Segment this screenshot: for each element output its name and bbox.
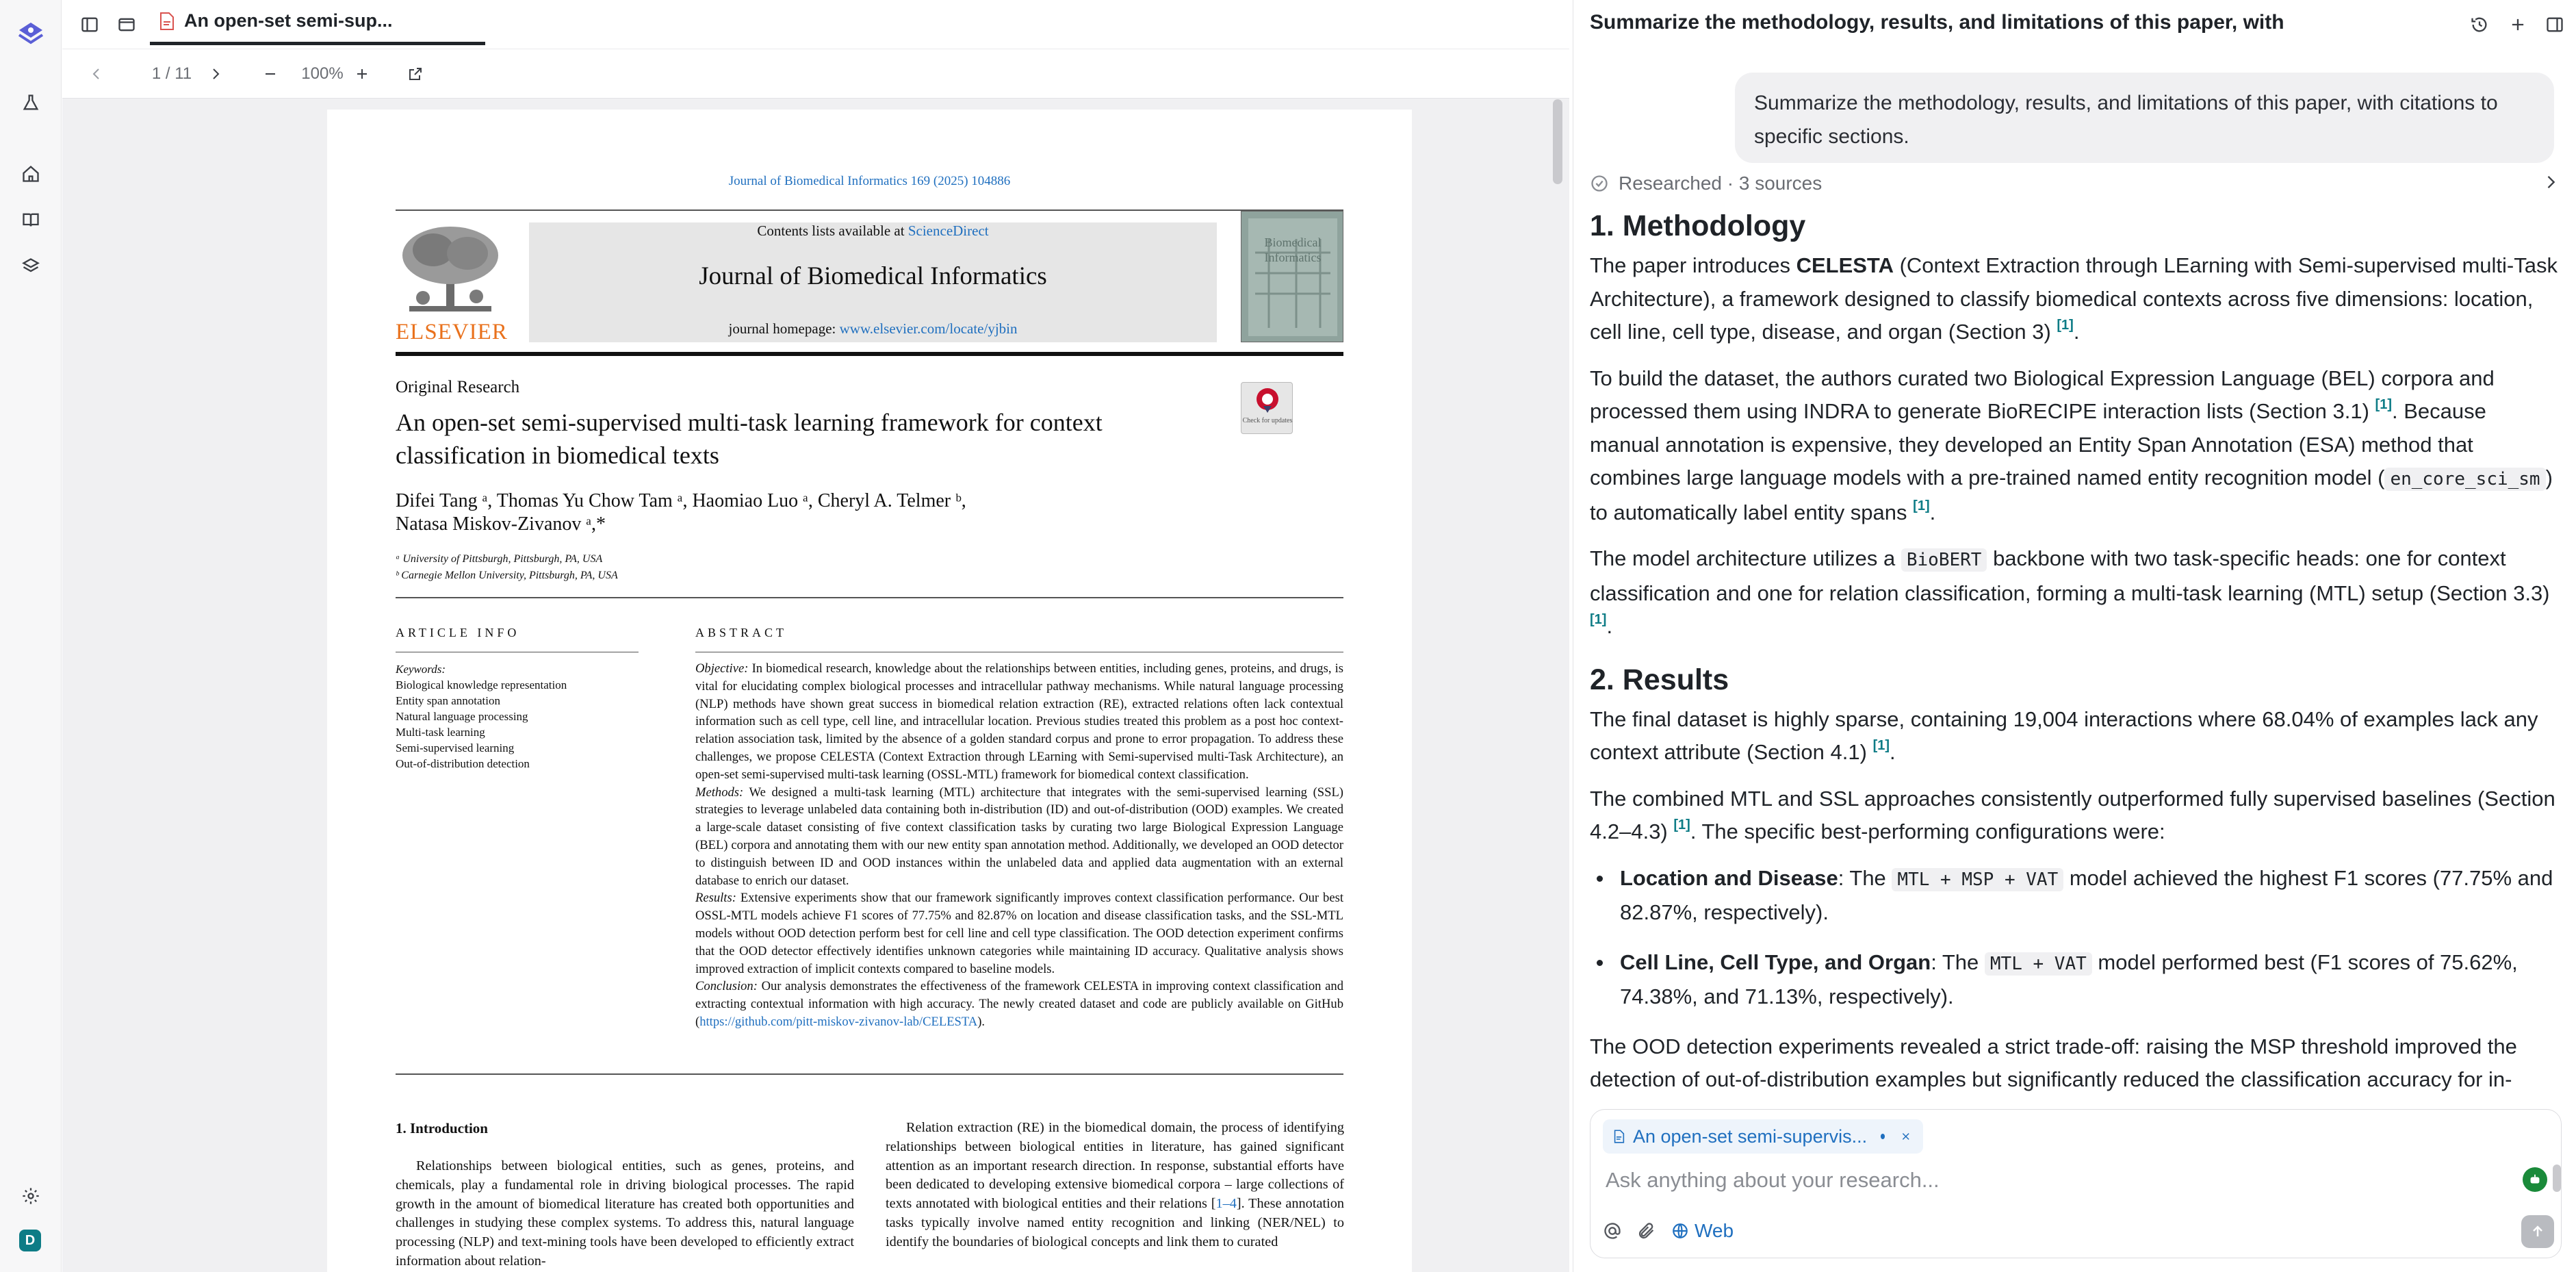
settings-gear-icon[interactable] [14,1180,47,1212]
pdf-page [327,110,1412,1272]
keyword-item: Natural language processing [396,710,528,723]
layers-icon[interactable] [14,250,47,283]
book-icon[interactable] [14,203,47,236]
pdf-file-icon [159,12,175,30]
left-rail [0,0,62,1272]
vertical-scrollbar[interactable] [1553,99,1562,184]
citation-link[interactable]: 1–4 [1215,1196,1237,1212]
chat-input[interactable] [1606,1163,2495,1197]
zoom-in-icon[interactable] [347,59,377,89]
researched-sources-row[interactable] [1590,171,1822,196]
check-updates-label: Check for updates [1242,417,1293,424]
citation-badge[interactable]: [1] [1872,738,1890,753]
journal-name: Journal of Biomedical Informatics [699,262,1047,290]
composer-scrollbar[interactable] [2553,1165,2561,1192]
homepage-link[interactable]: www.elsevier.com/locate/yjbin [839,320,1018,337]
list-item: Location and Disease: The MTL + MSP + VAT model achieved the highest F1 scores (77.75% and 82.87%, respectively). [1590,862,2562,930]
document-icon [1614,1128,1625,1145]
new-chat-icon[interactable] [2504,11,2532,38]
keywords-label: Keywords: [396,663,446,676]
next-page-icon[interactable] [201,59,231,89]
methodology-paragraph-2: To build the dataset, the authors curated two Biological Expression Language (BEL) corpora and processed them using INDRA to generate BioRECIPE interaction lists (Section 3.1) [1]. Because manual annotation is expensive, they developed an Entity Span Annotation (ESA) method that combines large language models with a pre-trained named entity recognition model ( en_core_sci_sm ) to automatically label entity spans [1]. [1590,366,2553,524]
chat-title: Summarize the methodology, results, and limitations of this paper, with [1590,11,2284,34]
results-paragraph-2: The combined MTL and SSL approaches consistently outperformed fully supervised baselines (Section 4.2–4.3) [1]. The specific best-performing configurations were: [1590,786,2555,843]
keyword-item: Entity span annotation [396,694,500,707]
keyword-item: Multi-task learning [396,726,485,739]
researched-label: Researched · 3 sources [1619,173,1822,194]
publisher-name: ELSEVIER [396,320,508,344]
introduction-heading: 1. Introduction [396,1120,488,1136]
keyword-item: Semi-supervised learning [396,741,515,754]
list-item: Cell Line, Cell Type, and Organ: The MTL + VAT model performed best (F1 scores of 75.62%, 74.38%, and 71.13%, respectively). [1590,946,2562,1014]
article-category: Original Research [396,378,520,396]
panel-toggle-icon[interactable] [2541,11,2568,38]
page-indicator[interactable]: 1 / 11 [151,64,192,83]
folder-icon[interactable] [112,10,142,40]
sciencedirect-link[interactable]: ScienceDirect [907,222,989,239]
check-for-updates-badge[interactable] [1241,382,1293,434]
citation-badge[interactable]: [1] [2375,397,2392,412]
assistant-status-icon[interactable] [2523,1167,2547,1192]
arrow-up-icon [2529,1223,2546,1240]
citation-badge[interactable]: [1] [1590,612,1607,627]
assistant-response [1590,203,2562,1104]
methodology-paragraph-1: The paper introduces CELESTA (Context Extraction through LEarning with Semi-supervised multi-Task Architecture), a framework designed to classify biomedical contexts across five dimensions: location, cell line, cell type, disease, and organ (Section 3) [1]. [1590,253,2558,344]
web-search-toggle[interactable] [1671,1216,1734,1246]
journal-reference[interactable]: Journal of Biomedical Informatics 169 (2025) 104886 [728,174,1011,188]
citation-badge[interactable]: [1] [1913,498,1930,513]
article-info-heading: ARTICLE INFO [396,626,520,639]
pdf-viewer [62,0,1569,1272]
globe-icon [1671,1222,1689,1240]
flask-icon[interactable] [14,86,47,119]
tab-bar [62,0,1569,49]
citation-badge[interactable]: [1] [1673,817,1690,832]
authors-line1: Difei Tang ᵃ, Thomas Yu Chow Tam ᵃ, Haomiao Luo ᵃ, Cheryl A. Telmer ᵇ, [396,490,966,511]
attach-paperclip-icon[interactable] [1633,1217,1660,1245]
methodology-heading: 1. Methodology [1590,209,1806,242]
results-paragraph-3: The OOD detection experiments revealed a strict trade-off: raising the MSP threshold improved the detection of out-of-distribution examples but significantly reduced the classification accuracy for in- [1590,1034,2517,1091]
abstract-heading: ABSTRACT [695,626,788,639]
chat-header [1573,0,2576,49]
history-icon[interactable] [2466,11,2493,38]
chat-composer [1590,1109,2562,1258]
close-icon[interactable] [1900,1129,1912,1144]
user-avatar[interactable]: D [19,1230,41,1251]
app-logo-icon[interactable] [14,18,47,51]
status-dot [1881,1134,1885,1139]
sidebar-toggle-icon[interactable] [75,10,105,40]
paper-title-line2: classification in biomedical texts [396,442,719,469]
homepage-line: journal homepage: www.elsevier.com/locate/yjbin [728,320,1018,337]
check-circle-icon [1590,174,1609,193]
citation-badge[interactable]: [1] [2057,318,2074,333]
zoom-level[interactable]: 100% [301,64,344,83]
github-link[interactable]: https://github.com/pitt-miskov-zivanov-lab/CELESTA [699,1014,978,1029]
authors-line2: Natasa Miskov-Zivanov ᵃ,* [396,513,606,535]
open-external-icon[interactable] [400,59,430,89]
send-button[interactable] [2521,1215,2554,1248]
abstract-body: Objective: In biomedical research, knowledge about the relationships between entities, including genes, proteins, and drugs, is vital for elucidating complex biological processes and intracellular pathway mechanisms. While natural language processing (NLP) methods have shown great success in biomedical relation extraction (RE), extracted relations often lack contextual information such as cell type, cell line, and intracellular location. Previous studies treated this problem as a post hoc context-relation association task, limited by the absence of a golden standard corpus and prone to error propagation. To address these challenges, we propose CELESTA (Context Extraction through LEarning with Semi-supervised multi-Task Architecture), an open-set semi-supervised multi-task learning (OSSL-MTL) framework for biomedical context classification. Methods: We designed a multi-task learning (MTL) architecture that integrates with the semi-supervised learning (SSL) strategies to leverage unlabeled data containing both in-distribution (ID) and out-of-distribution (OOD) examples. We created a large-scale dataset consisting of five context classification tasks by curating two large Biological Expression Language (BEL) corpora and annotating them with our new entity span annotation method. Additionally, we developed an OOD detector to distinguish between ID and OOD instances within the unlabeled data and applied data augmentation with an external database to enrich our dataset. Results: Extensive experiments show that our framework significantly improves context classification performance. Our best OSSL-MTL models achieve F1 scores of 77.75% and 82.87% on location and disease classification tasks, and the SSL-MTL models without OOD detection perform best for cell line and cell type classification. The OOD detection experiment confirms that the OOD detector effectively identifies unknown categories while maintaining ID accuracy. Qualitative analysis shows improved extraction of implicit contexts compared to baseline models. Conclusion: Our analysis demonstrates the effectiveness of the framework CELESTA in improving context classification and extracting contextual information with high accuracy. The newly created dataset and code are publicly available on GitHub (https://github.com/pitt-miskov-zivanov-lab/CELESTA). [695,661,1343,1029]
chat-panel [1573,0,2576,1272]
affiliation-a: ᵃ University of Pittsburgh, Pittsburgh, PA, USA [396,553,603,565]
keyword-item: Biological knowledge representation [396,678,567,691]
cover-title: Biomedical Informatics [1264,236,1322,264]
home-icon[interactable] [14,157,47,190]
zoom-out-icon[interactable] [255,59,285,89]
elsevier-logo [396,222,508,349]
web-label: Web [1695,1220,1734,1241]
prev-page-icon[interactable] [81,59,112,89]
paper-title-line1: An open-set semi-supervised multi-task learning framework for context [396,409,1103,436]
intro-right-column: Relation extraction (RE) in the biomedical domain, the process of identifying relationships between biological entities in literature, has gained significant attention as an important research direction. In response, substantial efforts have been dedicated to developing extensive biomedical corpora – large collections of texts annotated with biological entities and their relations [1–4]. These annotation tasks typically involve named entity recognition and linking (NER/NEL) to identify the boundaries of biological concepts and link them to curated [886,1120,1345,1249]
pdf-toolbar [62,49,1569,99]
contents-line: Contents lists available at ScienceDirect [757,222,989,239]
mention-icon[interactable] [1599,1217,1626,1245]
intro-left-column: Relationships between biological entities, such as genes, proteins, and chemicals, play a fundamental role in driving biological processes. The rapid growth in the amount of biomedical literature has created both opportunities and challenges in studying these complex systems. To address this, natural language processing (NLP) and text-mining tools have been developed to efficiently extract information about relation- [396,1158,854,1269]
methodology-paragraph-3: The model architecture utilizes a BioBERT backbone with two task-specific heads: one for context classification and one for relation classification, forming a multi-task learning (MTL) setup (Section 3.3) [1]. [1590,546,2550,638]
user-message: Summarize the methodology, results, and limitations of this paper, with citations to specific sections. [1735,73,2554,163]
document-tab[interactable] [150,0,485,45]
affiliation-b: ᵇ Carnegie Mellon University, Pittsburgh, PA, USA [396,570,618,581]
results-paragraph-1: The final dataset is highly sparse, containing 19,004 interactions where 68.04% of examples lack any context attribute (Section 4.1) [1]. [1590,707,2538,764]
keyword-item: Out-of-distribution detection [396,757,530,770]
attachment-chip-label: An open-set semi-supervis... [1632,1125,1868,1147]
attachment-chip[interactable] [1603,1119,1923,1154]
journal-cover [1241,211,1343,342]
results-heading: 2. Results [1590,663,1729,696]
keywords-list [396,677,567,772]
results-list [1590,862,2562,1014]
chevron-right-icon[interactable] [2541,173,2560,192]
document-tab-title: An open-set semi-sup... [184,10,393,31]
